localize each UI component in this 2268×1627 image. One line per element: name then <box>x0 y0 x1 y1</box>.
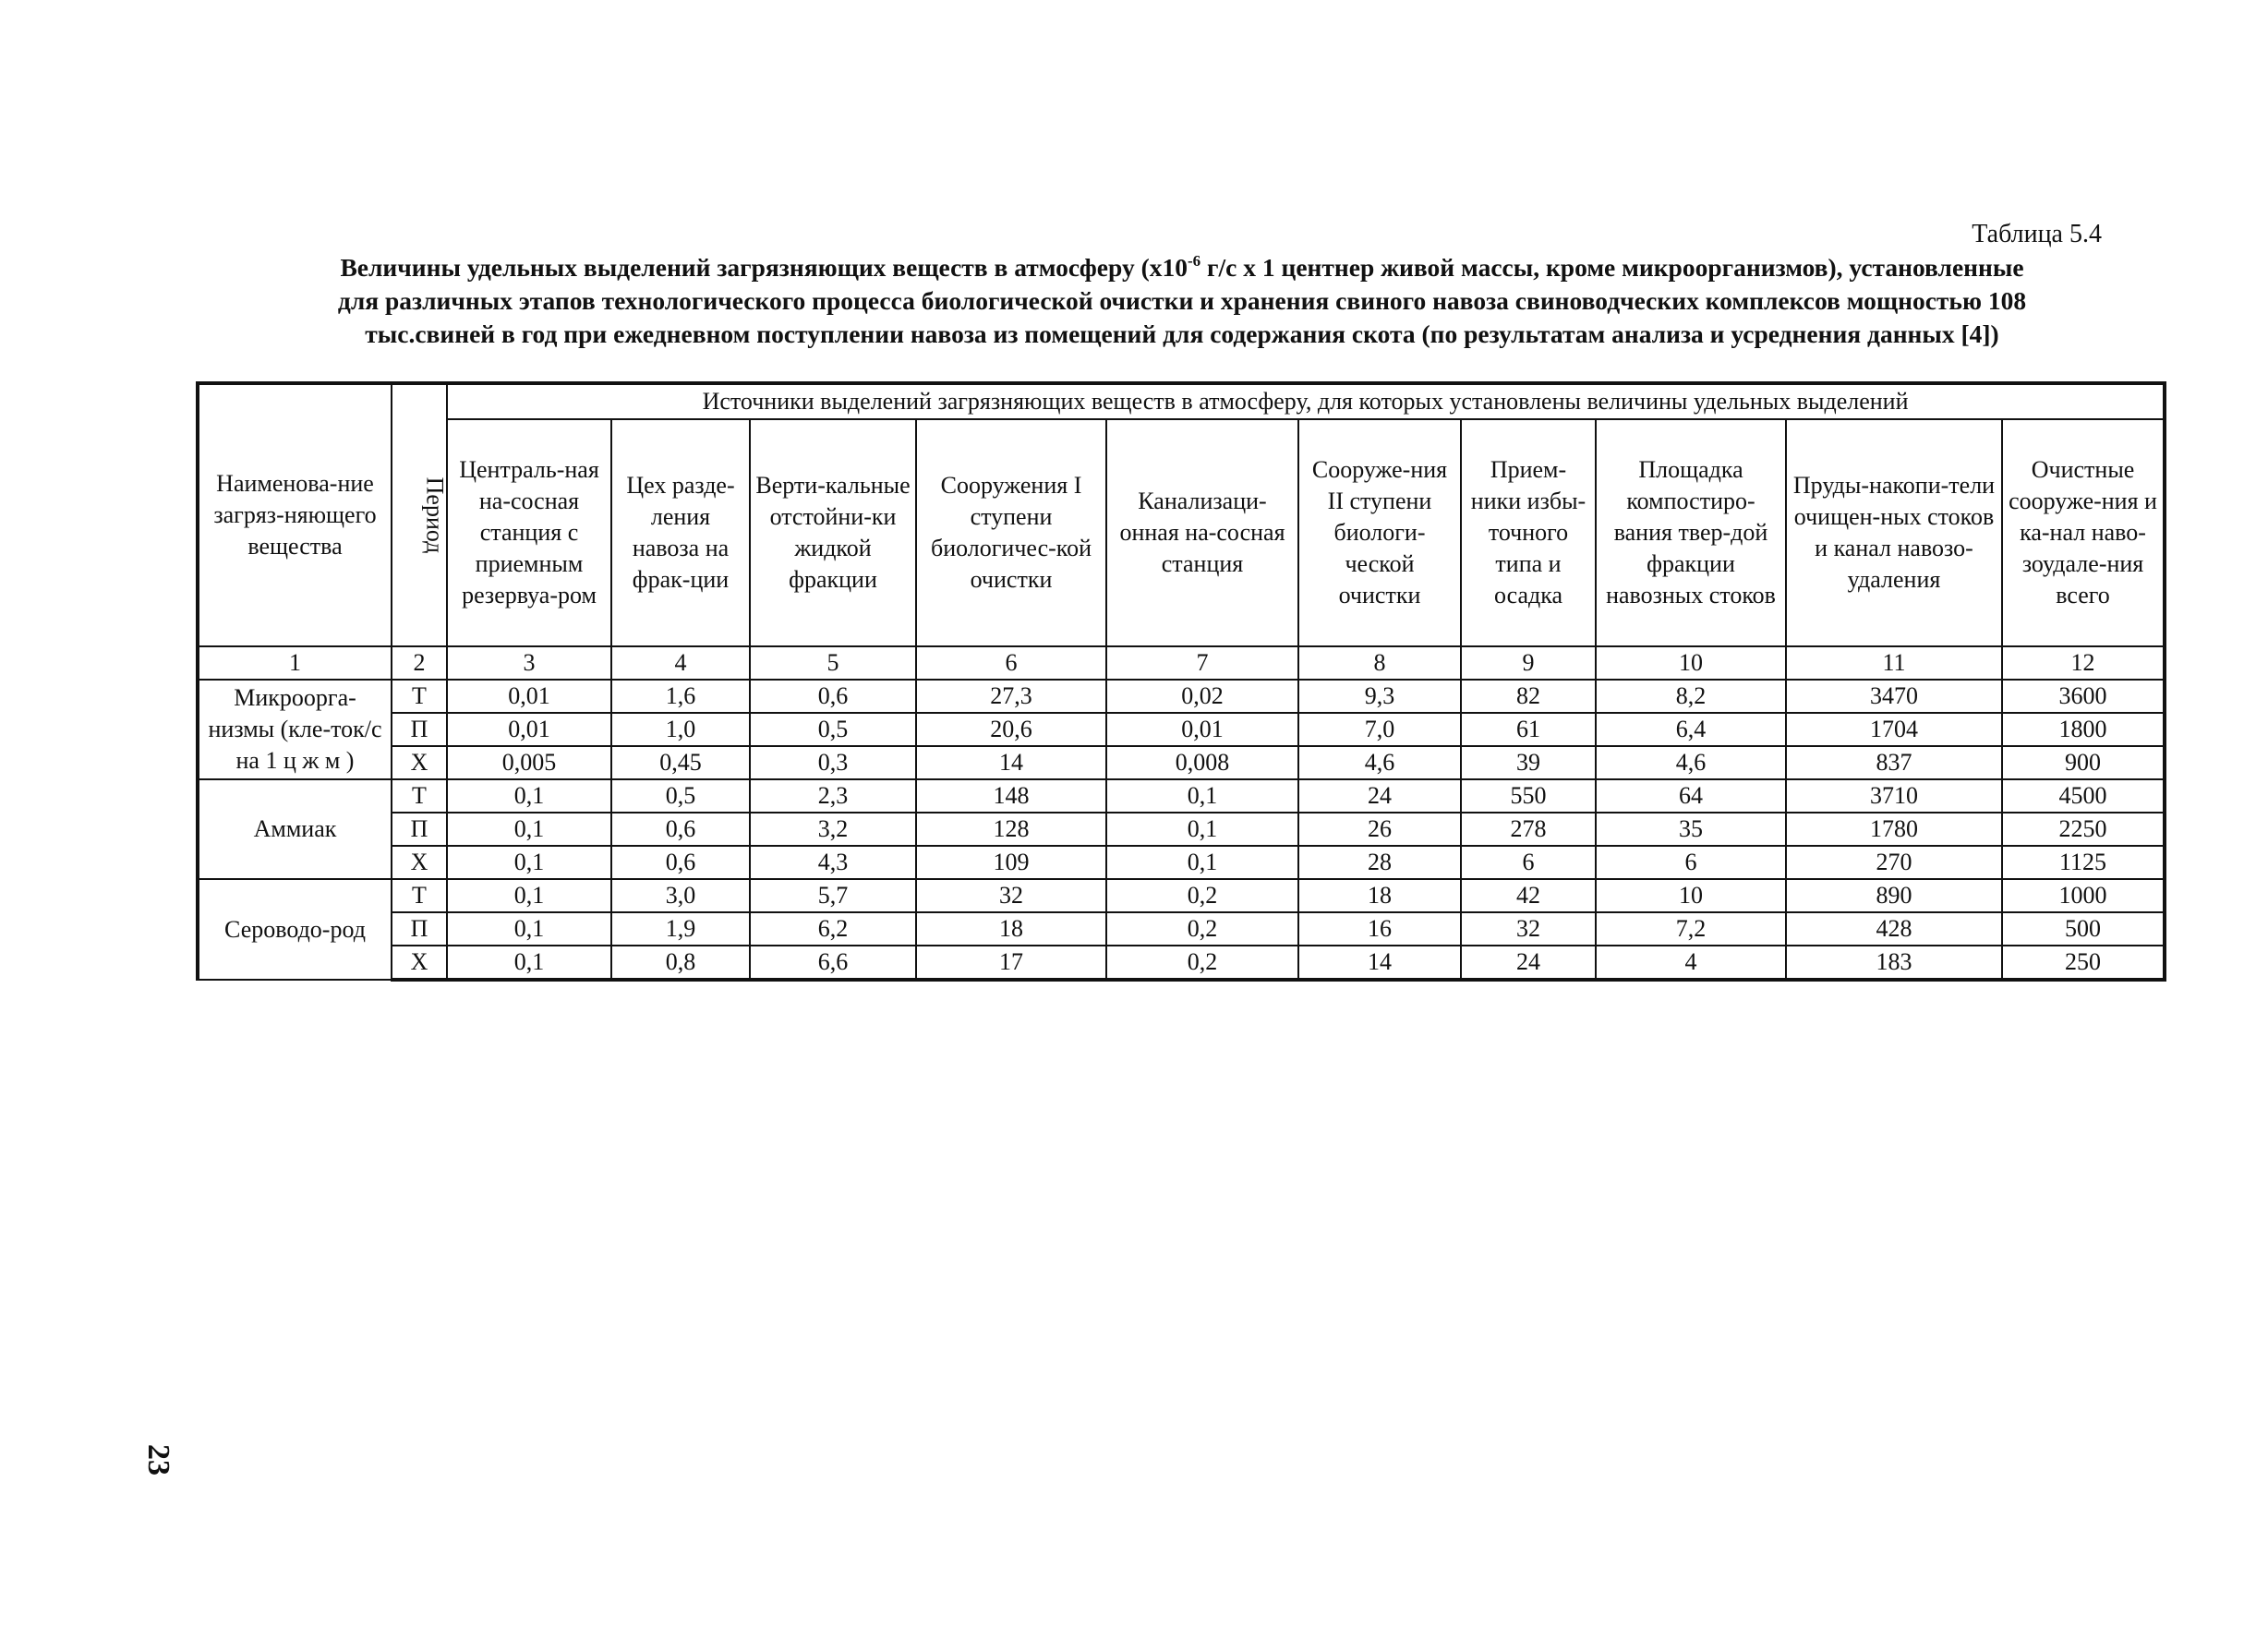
source-header-col-10: Площадка компостиро-вания твер-дой фракции навозных стоков <box>1596 419 1786 646</box>
value-cell: 0,005 <box>447 746 611 779</box>
value-cell: 3710 <box>1786 779 2002 813</box>
value-cell: 1,0 <box>611 713 750 746</box>
value-cell: 890 <box>1786 879 2002 912</box>
value-cell: 1780 <box>1786 813 2002 846</box>
value-cell: 0,1 <box>1106 813 1298 846</box>
value-cell: 3,0 <box>611 879 750 912</box>
value-cell: 6 <box>1461 846 1596 879</box>
value-cell: 2,3 <box>750 779 916 813</box>
value-cell: 0,3 <box>750 746 916 779</box>
value-cell: 1125 <box>2002 846 2165 879</box>
value-cell: 4,6 <box>1298 746 1461 779</box>
period-cell: Т <box>392 680 447 713</box>
column-number-5: 5 <box>750 646 916 680</box>
value-cell: 128 <box>916 813 1106 846</box>
value-cell: 0,008 <box>1106 746 1298 779</box>
value-cell: 18 <box>916 912 1106 946</box>
period-cell: П <box>392 912 447 946</box>
page-number: 23 <box>141 1444 175 1476</box>
value-cell: 428 <box>1786 912 2002 946</box>
value-cell: 0,1 <box>447 946 611 980</box>
sources-group-header: Источники выделений загрязняющих веществ в атмосферу, для которых установлены величины удельных выделений <box>447 383 2165 419</box>
value-cell: 500 <box>2002 912 2165 946</box>
value-cell: 6 <box>1596 846 1786 879</box>
table-row <box>198 879 2165 912</box>
caption-line1-rest: г/с x 1 центнер живой массы, кроме микроорганизмов), установленные <box>1200 253 2024 282</box>
period-cell: П <box>392 813 447 846</box>
source-header-col-6: Сооружения I ступени биологичес-кой очистки <box>916 419 1106 646</box>
value-cell: 4,6 <box>1596 746 1786 779</box>
header-row-sources <box>198 383 2165 419</box>
value-cell: 64 <box>1596 779 1786 813</box>
value-cell: 3470 <box>1786 680 2002 713</box>
value-cell: 148 <box>916 779 1106 813</box>
value-cell: 0,2 <box>1106 946 1298 980</box>
column-number-11: 11 <box>1786 646 2002 680</box>
value-cell: 4,3 <box>750 846 916 879</box>
value-cell: 20,6 <box>916 713 1106 746</box>
value-cell: 0,45 <box>611 746 750 779</box>
column-number-8: 8 <box>1298 646 1461 680</box>
value-cell: 0,5 <box>750 713 916 746</box>
value-cell: 0,6 <box>750 680 916 713</box>
value-cell: 0,6 <box>611 846 750 879</box>
period-cell: Х <box>392 946 447 980</box>
value-cell: 4 <box>1596 946 1786 980</box>
value-cell: 61 <box>1461 713 1596 746</box>
value-cell: 3600 <box>2002 680 2165 713</box>
value-cell: 0,02 <box>1106 680 1298 713</box>
table-row <box>198 746 2165 779</box>
value-cell: 837 <box>1786 746 2002 779</box>
value-cell: 1704 <box>1786 713 2002 746</box>
substance-name-header <box>198 383 392 646</box>
table-row <box>198 680 2165 713</box>
value-cell: 1,9 <box>611 912 750 946</box>
value-cell: 6,4 <box>1596 713 1786 746</box>
column-number-9: 9 <box>1461 646 1596 680</box>
column-number-7: 7 <box>1106 646 1298 680</box>
value-cell: 109 <box>916 846 1106 879</box>
source-header-col-11: Пруды-накопи-тели очищен-ных стоков и канал навозо-удаления <box>1786 419 2002 646</box>
table-row <box>198 946 2165 980</box>
header-row-sources-detail <box>198 419 2165 646</box>
value-cell: 0,8 <box>611 946 750 980</box>
value-cell: 4500 <box>2002 779 2165 813</box>
value-cell: 1,6 <box>611 680 750 713</box>
value-cell: 32 <box>916 879 1106 912</box>
caption-line1-start: Величины удельных выделений загрязняющих веществ в атмосферу (x10 <box>340 253 1188 282</box>
value-cell: 0,01 <box>447 713 611 746</box>
column-number-10: 10 <box>1596 646 1786 680</box>
period-cell: Х <box>392 746 447 779</box>
value-cell: 0,5 <box>611 779 750 813</box>
source-header-col-12: Очистные сооруже-ния и ка-нал наво-зоудале-ния всего <box>2002 419 2165 646</box>
value-cell: 14 <box>1298 946 1461 980</box>
value-cell: 3,2 <box>750 813 916 846</box>
source-header-col-5: Верти-кальные отстойни-ки жидкой фракции <box>750 419 916 646</box>
column-number-4: 4 <box>611 646 750 680</box>
period-cell: Т <box>392 779 447 813</box>
caption-superscript: -6 <box>1187 252 1201 270</box>
value-cell: 0,1 <box>447 912 611 946</box>
value-cell: 250 <box>2002 946 2165 980</box>
emissions-table <box>196 381 2166 982</box>
source-header-col-4: Цех разде-ления навоза на фрак-ции <box>611 419 750 646</box>
source-header-col-9: Прием-ники избы-точного типа и осадка <box>1461 419 1596 646</box>
period-header-text: Период <box>421 476 449 554</box>
value-cell: 7,0 <box>1298 713 1461 746</box>
value-cell: 42 <box>1461 879 1596 912</box>
column-number-12: 12 <box>2002 646 2165 680</box>
value-cell: 28 <box>1298 846 1461 879</box>
caption-line3: тыс.свиней в год при ежедневном поступлении навоза из помещений для содержания скота (по результатам анализа и усреднения данных [4]) <box>365 319 1999 348</box>
value-cell: 35 <box>1596 813 1786 846</box>
table-row <box>198 779 2165 813</box>
value-cell: 10 <box>1596 879 1786 912</box>
value-cell: 6,2 <box>750 912 916 946</box>
value-cell: 1800 <box>2002 713 2165 746</box>
value-cell: 8,2 <box>1596 680 1786 713</box>
period-header <box>392 383 447 646</box>
caption-line2: для различных этапов технологического процесса биологической очистки и хранения свиного навоза свиноводческих комплексов мощностью 108 <box>337 286 2027 315</box>
column-number-row <box>198 646 2165 680</box>
value-cell: 18 <box>1298 879 1461 912</box>
source-header-col-3: Централь-ная на-сосная станция с приемным резервуа-ром <box>447 419 611 646</box>
column-number-6: 6 <box>916 646 1106 680</box>
value-cell: 0,1 <box>1106 846 1298 879</box>
value-cell: 17 <box>916 946 1106 980</box>
table-row <box>198 813 2165 846</box>
value-cell: 0,01 <box>447 680 611 713</box>
value-cell: 900 <box>2002 746 2165 779</box>
substance-name: Аммиак <box>198 779 392 879</box>
value-cell: 0,1 <box>447 846 611 879</box>
value-cell: 7,2 <box>1596 912 1786 946</box>
value-cell: 24 <box>1461 946 1596 980</box>
value-cell: 550 <box>1461 779 1596 813</box>
substance-name: Сероводо-род <box>198 879 392 980</box>
value-cell: 24 <box>1298 779 1461 813</box>
column-number-3: 3 <box>447 646 611 680</box>
value-cell: 278 <box>1461 813 1596 846</box>
value-cell: 0,1 <box>447 779 611 813</box>
value-cell: 14 <box>916 746 1106 779</box>
value-cell: 0,1 <box>1106 779 1298 813</box>
value-cell: 0,6 <box>611 813 750 846</box>
value-cell: 0,01 <box>1106 713 1298 746</box>
period-cell: Х <box>392 846 447 879</box>
value-cell: 183 <box>1786 946 2002 980</box>
value-cell: 39 <box>1461 746 1596 779</box>
source-header-col-8: Сооруже-ния II ступени биологи-ческой очистки <box>1298 419 1461 646</box>
value-cell: 26 <box>1298 813 1461 846</box>
value-cell: 6,6 <box>750 946 916 980</box>
value-cell: 32 <box>1461 912 1596 946</box>
table-number: Таблица 5.4 <box>1972 220 2102 248</box>
source-header-col-7: Канализаци-онная на-сосная станция <box>1106 419 1298 646</box>
value-cell: 0,2 <box>1106 912 1298 946</box>
substance-name-header-text: Наименова-ние загряз-няющего вещества <box>213 470 377 560</box>
period-cell: Т <box>392 879 447 912</box>
period-cell: П <box>392 713 447 746</box>
value-cell: 1000 <box>2002 879 2165 912</box>
value-cell: 5,7 <box>750 879 916 912</box>
table-row <box>198 713 2165 746</box>
value-cell: 27,3 <box>916 680 1106 713</box>
value-cell: 2250 <box>2002 813 2165 846</box>
value-cell: 270 <box>1786 846 2002 879</box>
table-caption <box>277 251 2087 351</box>
value-cell: 0,1 <box>447 813 611 846</box>
value-cell: 0,2 <box>1106 879 1298 912</box>
table-row <box>198 846 2165 879</box>
value-cell: 82 <box>1461 680 1596 713</box>
column-number-1: 1 <box>198 646 392 680</box>
table-row <box>198 912 2165 946</box>
value-cell: 16 <box>1298 912 1461 946</box>
value-cell: 9,3 <box>1298 680 1461 713</box>
value-cell: 0,1 <box>447 879 611 912</box>
column-number-2: 2 <box>392 646 447 680</box>
substance-name: Микроорга-низмы (кле-ток/с на 1 ц ж м ) <box>198 680 392 779</box>
